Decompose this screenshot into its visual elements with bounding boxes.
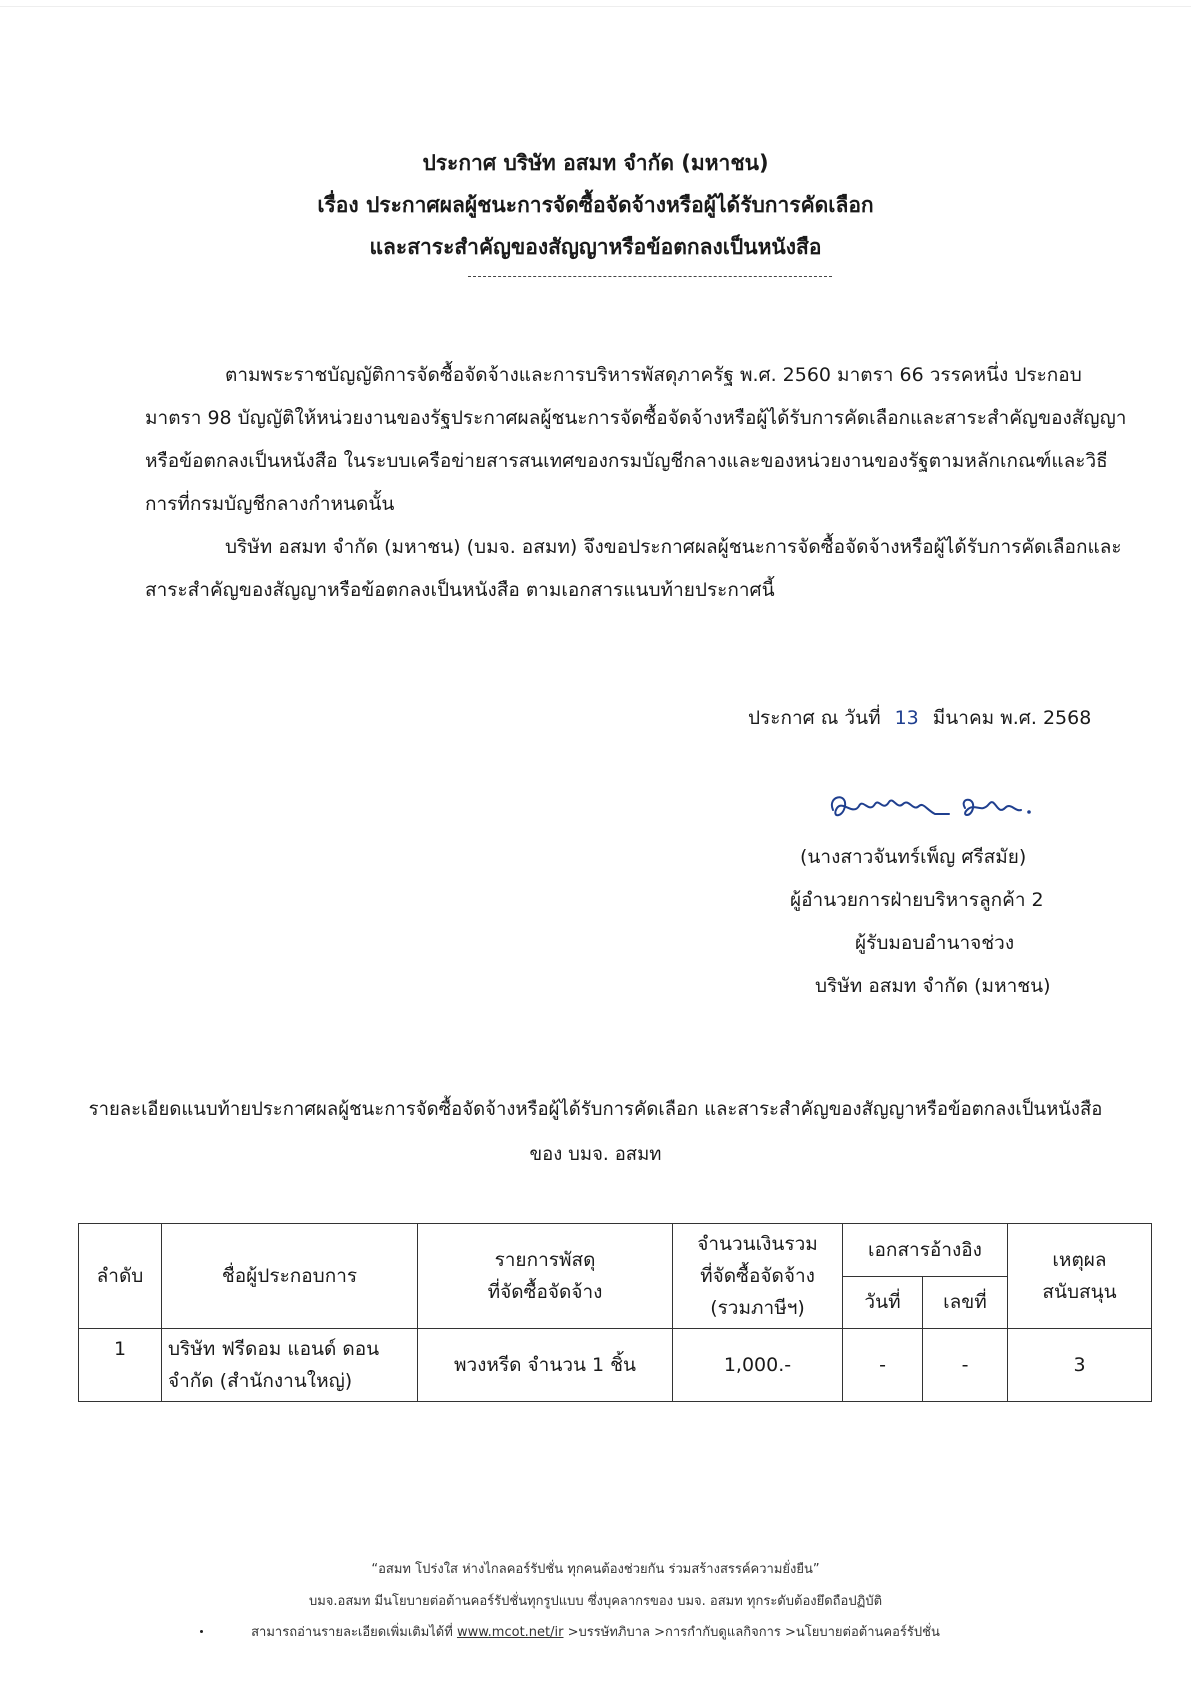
date-prefix: ประกาศ ณ วันที่ — [748, 707, 881, 729]
header-reference: เอกสารอ้างอิง — [843, 1224, 1008, 1277]
header-ref-date: วันที่ — [843, 1276, 923, 1329]
header-vendor: ชื่อผู้ประกอบการ — [162, 1224, 418, 1329]
cell-ref-no: - — [923, 1329, 1008, 1402]
header-ref-no: เลขที่ — [923, 1276, 1008, 1329]
top-edge-line — [0, 6, 1191, 7]
body-paragraph-1: ตามพระราชบัญญัติการจัดซื้อจัดจ้างและการบริหารพัสดุภาครัฐ พ.ศ. 2560 มาตรา 66 วรรคหนึ่ง ประกอบมาตรา 98 บัญญัติให้หน่วยงานของรัฐประกาศผลผู้ชนะการจัดซื้อจัดจ้างหรือผู้ได้รับการคัดเลือกและสาระสำคัญของสัญญาหรือข้อตกลงเป็นหนังสือ ในระบบเครือข่ายสารสนเทศของกรมบัญชีกลางและของหน่วยงานของรัฐตามหลักเกณฑ์และวิธีการที่กรมบัญชีกลางกำหนดนั้น — [145, 364, 1127, 515]
body-paragraph-2: บริษัท อสมท จำกัด (มหาชน) (บมจ. อสมท) จึงขอประกาศผลผู้ชนะการจัดซื้อจัดจ้างหรือผู้ได้รับการคัดเลือกและสาระสำคัญของสัญญาหรือข้อตกลงเป็นหนังสือ ตามเอกสารแนบท้ายประกาศนี้ — [145, 536, 1122, 601]
footer-motto: “อสมท โปร่งใส ห่างไกลคอร์รัปชั่น ทุกคนต้องช่วยกัน ร่วมสร้างสรรค์ความยั่งยืน” — [371, 1562, 820, 1577]
title-separator — [468, 276, 832, 277]
signer-company: บริษัท อสมท จำกัด (มหาชน) — [815, 975, 1051, 997]
announcement-date — [748, 703, 1091, 733]
date-month-year: มีนาคม พ.ศ. 2568 — [932, 707, 1092, 729]
table-row — [79, 1329, 1152, 1402]
cell-vendor — [162, 1329, 418, 1402]
header-items-line2: ที่จัดซื้อจัดจ้าง — [487, 1281, 603, 1303]
handwritten-signature — [825, 788, 1040, 830]
header-items — [418, 1224, 673, 1329]
procurement-table — [78, 1223, 1152, 1402]
header-reason-line1: เหตุผล — [1052, 1249, 1107, 1271]
header-amount — [673, 1224, 843, 1329]
header-amount-line2: ที่จัดซื้อจัดจ้าง — [700, 1265, 815, 1287]
cell-vendor-line1: บริษัท ฟรีดอม แอนด์ ดอน — [168, 1338, 380, 1360]
cell-amount: 1,000.- — [673, 1329, 843, 1402]
header-items-line1: รายการพัสดุ — [494, 1249, 596, 1271]
cell-items: พวงหรีด จำนวน 1 ชิ้น — [418, 1329, 673, 1402]
cell-reason: 3 — [1008, 1329, 1152, 1402]
footer-more-suffix: >บรรษัทภิบาล >การกำกับดูแลกิจการ >นโยบายต่อต้านคอร์รัปชั่น — [567, 1625, 940, 1640]
cell-no: 1 — [79, 1329, 162, 1402]
header-reason-line2: สนับสนุน — [1042, 1281, 1117, 1303]
scan-mark — [200, 1630, 203, 1633]
signer-role: ผู้รับมอบอำนาจช่วง — [855, 932, 1015, 954]
date-day: 13 — [894, 707, 919, 729]
signer-position: ผู้อำนวยการฝ่ายบริหารลูกค้า 2 — [790, 889, 1044, 911]
cell-vendor-line2: จำกัด (สำนักงานใหญ่) — [168, 1370, 353, 1392]
attachment-title: รายละเอียดแนบท้ายประกาศผลผู้ชนะการจัดซื้อจัดจ้างหรือผู้ได้รับการคัดเลือก และสาระสำคัญของสัญญาหรือข้อตกลงเป็นหนังสือ — [88, 1099, 1103, 1120]
header-amount-line3: (รวมภาษีฯ) — [710, 1297, 805, 1319]
cell-ref-date: - — [843, 1329, 923, 1402]
announcement-subject: เรื่อง ประกาศผลผู้ชนะการจัดซื้อจัดจ้างหรือผู้ได้รับการคัดเลือก — [317, 193, 874, 217]
announcement-title: ประกาศ บริษัท อสมท จำกัด (มหาชน) — [422, 151, 769, 175]
header-amount-line1: จำนวนเงินรวม — [697, 1233, 818, 1255]
header-reason — [1008, 1224, 1152, 1329]
footer-ir-link[interactable]: www.mcot.net/ir — [456, 1625, 564, 1640]
table-header-row — [79, 1224, 1152, 1277]
footer-more-prefix: สามารถอ่านรายละเอียดเพิ่มเติมได้ที่ — [251, 1625, 453, 1640]
announcement-subject-cont: และสาระสำคัญของสัญญาหรือข้อตกลงเป็นหนังสือ — [369, 235, 822, 259]
footer-more-info — [0, 1621, 1191, 1642]
attachment-title-cont: ของ บมจ. อสมท — [529, 1144, 662, 1165]
footer-policy: บมจ.อสมท มีนโยบายต่อต้านคอร์รัปชั่นทุกรูปแบบ ซึ่งบุคลากรของ บมจ. อสมท ทุกระดับต้องยึดถือปฏิบัติ — [308, 1594, 883, 1609]
signer-name: (นางสาวจันทร์เพ็ญ ศรีสมัย) — [800, 846, 1027, 868]
header-no: ลำดับ — [79, 1224, 162, 1329]
